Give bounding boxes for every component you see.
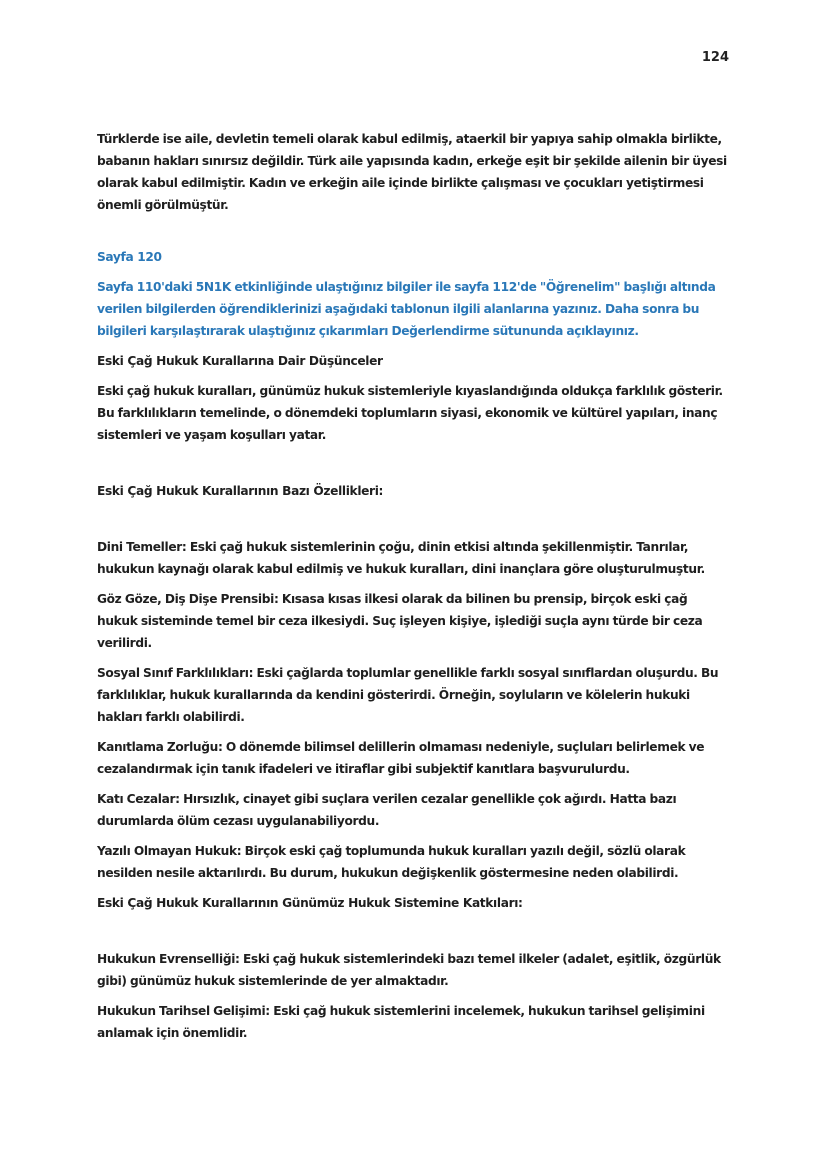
list-item: Yazılı Olmayan Hukuk: Birçok eski çağ toplumunda hukuk kuralları yazılı değil, sözlü olarak nesilden nesile aktarılırdı. Bu durum, hukukun değişkenlik göstermesine neden olabilirdi. — [97, 844, 686, 880]
list-item: Göz Göze, Diş Dişe Prensibi: Kısasa kısas ilkesi olarak da bilinen bu prensip, birçok eski çağ hukuk sisteminde temel bir ceza ilkesiydi. Suç işleyen kişiye, işlediği suçla aynı türde bir ceza verilirdi. — [97, 592, 703, 650]
thoughts-heading: Eski Çağ Hukuk Kurallarına Dair Düşünceler — [97, 354, 383, 368]
list-item: Hukukun Evrenselliği: Eski çağ hukuk sistemlerindeki bazı temel ilkeler (adalet, eşitlik, özgürlük gibi) günümüz hukuk sistemlerinde de yer almaktadır. — [97, 952, 721, 988]
list-item: Kanıtlama Zorluğu: O dönemde bilimsel delillerin olmaması nedeniyle, suçluları belirlemek ve cezalandırmak için tanık ifadeleri ve itiraflar gibi subjektif kanıtlara başvurulurdu. — [97, 740, 705, 776]
list-item: Dini Temeller: Eski çağ hukuk sistemlerinin çoğu, dinin etkisi altında şekillenmiştir. Tanrılar, hukukun kaynağı olarak kabul edilmiş ve hukuk kuralları, dini inançlara göre oluşturulmuştur. — [97, 540, 705, 576]
page-number: 124 — [701, 50, 729, 65]
contributions-list — [97, 948, 731, 1044]
list-item: Sosyal Sınıf Farklılıkları: Eski çağlarda toplumlar genellikle farklı sosyal sınıflardan oluşurdu. Bu farklılıklar, hukuk kurallarında da kendini gösterirdi. Örneğin, soyluların ve kölelerin hukuki hakları farklı olabilirdi. — [97, 666, 719, 724]
features-list — [97, 536, 731, 884]
list-item: Hukukun Tarihsel Gelişimi: Eski çağ hukuk sistemlerini incelemek, hukukun tarihsel gelişimini anlamak için önemlidir. — [97, 1004, 705, 1040]
sayfa-instruction: Sayfa 110'daki 5N1K etkinliğinde ulaştığınız bilgiler ile sayfa 112'de "Öğrenelim" başlığı altında verilen bilgilerden öğrendiklerinizi aşağıdaki tablonun ilgili alanlarına yazınız. Daha sonra bu bilgileri karşılaştırarak ulaştığınız çıkarımları Değerlendirme sütununda açıklayınız. — [97, 280, 716, 338]
page-content — [97, 128, 731, 1052]
features-heading: Eski Çağ Hukuk Kurallarının Bazı Özellikleri: — [97, 484, 384, 498]
thoughts-paragraph: Eski çağ hukuk kuralları, günümüz hukuk sistemleriyle kıyaslandığında oldukça farklılık gösterir. Bu farklılıkların temelinde, o dönemdeki toplumların siyasi, ekonomik ve kültürel yapıları, inanç sistemleri ve yaşam koşulları yatar. — [97, 384, 723, 442]
contributions-heading: Eski Çağ Hukuk Kurallarının Günümüz Hukuk Sistemine Katkıları: — [97, 896, 523, 910]
intro-paragraph: Türklerde ise aile, devletin temeli olarak kabul edilmiş, ataerkil bir yapıya sahip olmakla birlikte, babanın hakları sınırsız değildir. Türk aile yapısında kadın, erkeğe eşit bir şekilde ailenin bir üyesi olarak kabul edilmiştir. Kadın ve erkeğin aile içinde birlikte çalışması ve çocukları yetiştirmesi önemli görülmüştür. — [97, 132, 727, 212]
list-item: Katı Cezalar: Hırsızlık, cinayet gibi suçlara verilen cezalar genellikle çok ağırdı. Hatta bazı durumlarda ölüm cezası uygulanabiliyordu. — [97, 792, 677, 828]
sayfa-heading: Sayfa 120 — [97, 250, 162, 264]
